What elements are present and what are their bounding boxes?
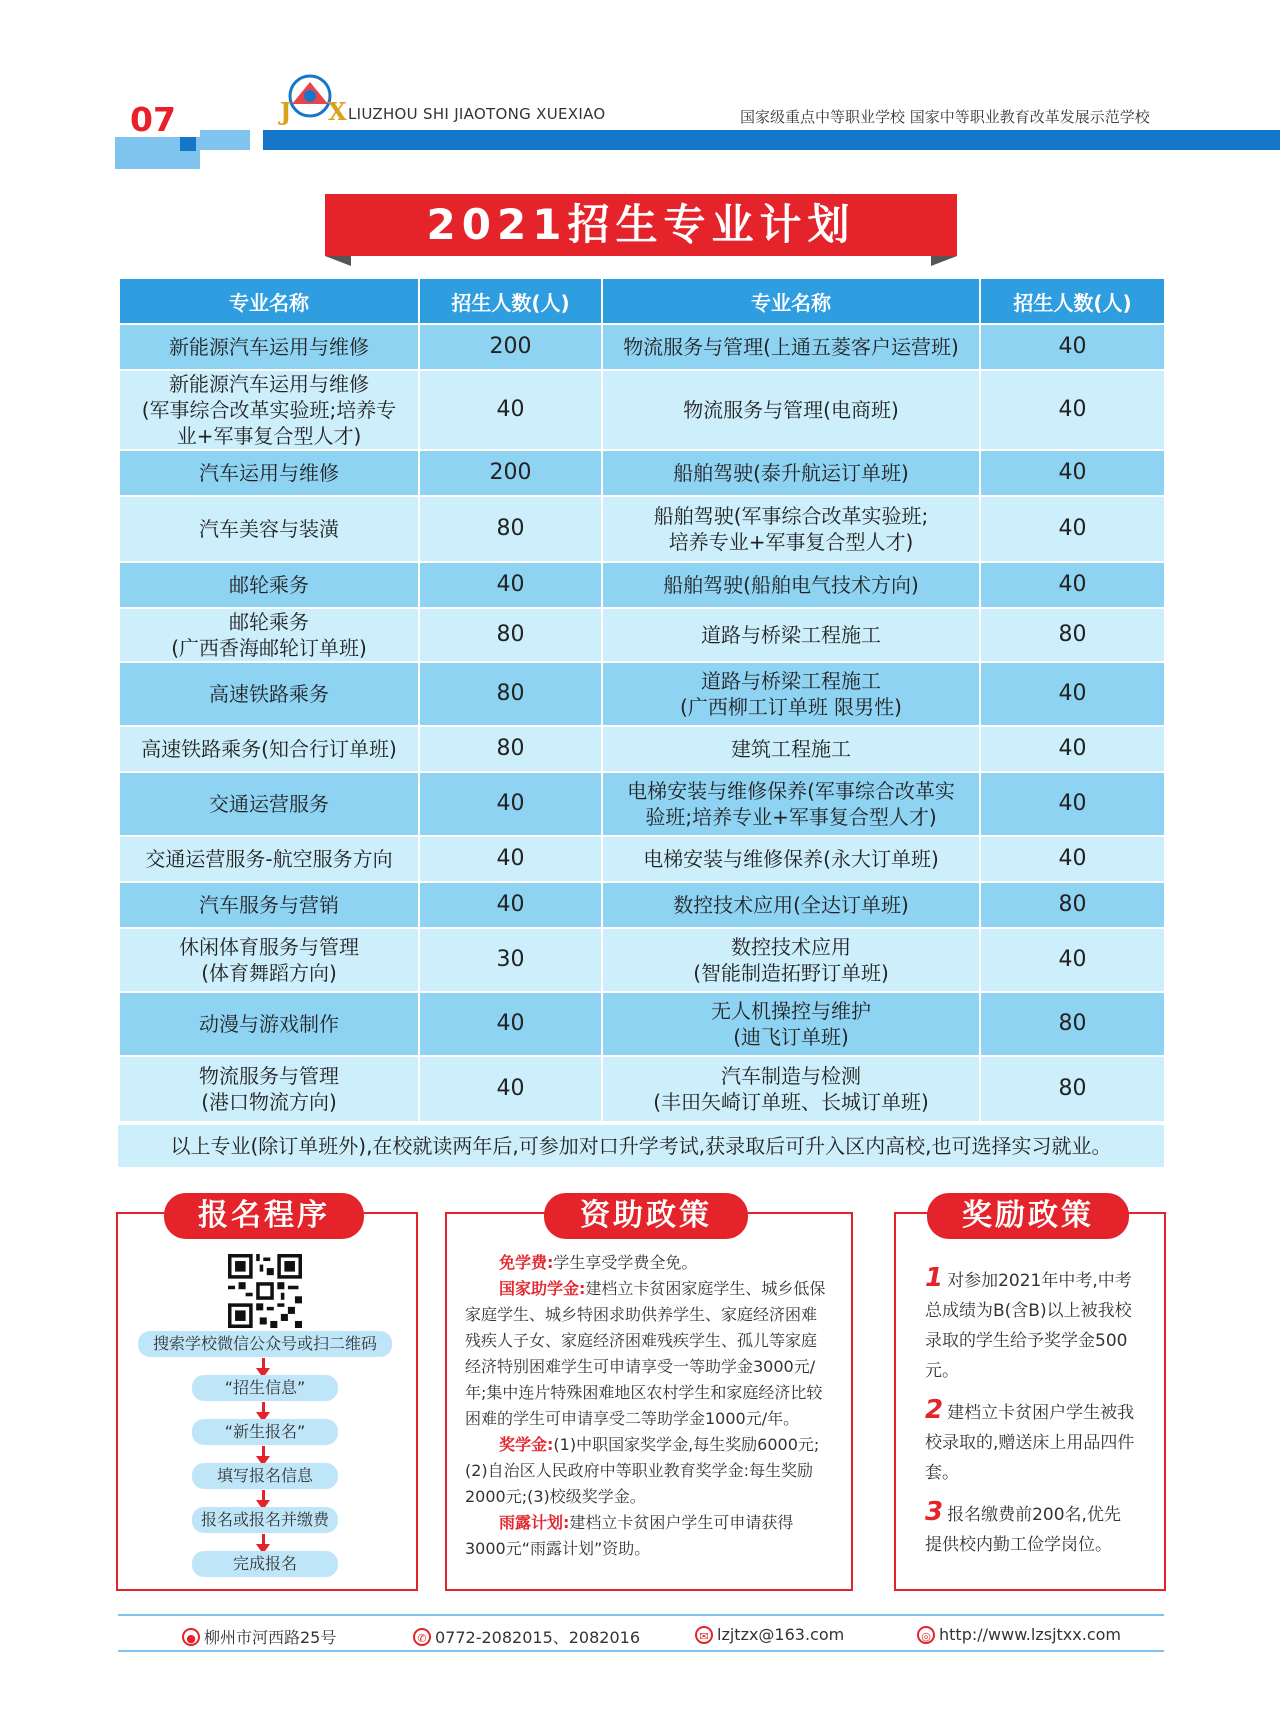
table-row — [119, 1056, 1165, 1122]
major-name-cell: 汽车美容与装潢 — [119, 496, 419, 562]
title-ribbon-fold — [325, 256, 351, 266]
reward-item — [925, 1497, 1135, 1560]
aid-item-key: 奖学金: — [499, 1435, 554, 1454]
major-name-cell: 物流服务与管理(上通五菱客户运营班) — [602, 324, 980, 370]
enroll-count-cell: 200 — [419, 450, 602, 496]
financial-aid-title: 资助政策 — [544, 1193, 748, 1239]
major-name-cell: 道路与桥梁工程施工 (广西柳工订单班 限男性) — [602, 662, 980, 726]
table-note: 以上专业(除订单班外),在校就读两年后,可参加对口升学考试,获录取后可升入区内高校,也可选择实习就业。 — [118, 1125, 1164, 1167]
reward-item — [925, 1263, 1135, 1386]
reward-item-text: 报名缴费前200名,优先提供校内勤工俭学岗位。 — [925, 1505, 1121, 1555]
table-row — [119, 562, 1165, 608]
svg-text:J: J — [280, 97, 292, 126]
enroll-count-cell: 40 — [419, 772, 602, 836]
major-name-cell: 汽车运用与维修 — [119, 450, 419, 496]
enroll-step-6: 完成报名 — [192, 1551, 338, 1577]
location-pin-icon: ● — [182, 1628, 200, 1646]
enroll-procedure-title: 报名程序 — [164, 1193, 364, 1239]
major-name-cell: 物流服务与管理(电商班) — [602, 370, 980, 450]
enroll-count-cell: 40 — [419, 370, 602, 450]
major-name-cell: 船舶驾驶(军事综合改革实验班; 培养专业+军事复合型人才) — [602, 496, 980, 562]
major-name-cell: 建筑工程施工 — [602, 726, 980, 772]
aid-item-text: 建档立卡贫困户学生可申请获得3000元“雨露计划”资助。 — [465, 1513, 794, 1558]
enroll-step-2: “招生信息” — [192, 1375, 338, 1401]
address-text: 柳州市河西路25号 — [204, 1628, 337, 1647]
major-name-cell: 船舶驾驶(泰升航运订单班) — [602, 450, 980, 496]
header-slogan: 国家级重点中等职业学校 国家中等职业教育改革发展示范学校 — [740, 108, 1150, 126]
phone-icon: ✆ — [413, 1628, 431, 1646]
header-accent-bar — [200, 130, 250, 150]
enroll-count-cell: 40 — [419, 992, 602, 1056]
table-row — [119, 836, 1165, 882]
enroll-count-cell: 40 — [980, 726, 1165, 772]
qr-code-icon[interactable] — [228, 1254, 302, 1328]
major-name-cell: 物流服务与管理 (港口物流方向) — [119, 1056, 419, 1122]
major-name-cell: 船舶驾驶(船舶电气技术方向) — [602, 562, 980, 608]
aid-item-key: 雨露计划: — [499, 1513, 570, 1532]
enroll-count-cell: 40 — [980, 450, 1165, 496]
aid-item — [465, 1276, 831, 1432]
enroll-count-cell: 80 — [419, 496, 602, 562]
school-name-en: LIUZHOU SHI JIAOTONG XUEXIAO — [348, 105, 606, 123]
enroll-count-cell: 40 — [980, 772, 1165, 836]
enroll-count-cell: 40 — [980, 496, 1165, 562]
enroll-count-cell: 30 — [419, 928, 602, 992]
aid-item-key: 免学费: — [499, 1253, 554, 1272]
enroll-step-4: 填写报名信息 — [192, 1463, 338, 1489]
enroll-step-5: 报名或报名并缴费 — [192, 1507, 338, 1533]
phone-text: 0772-2082015、2082016 — [435, 1628, 641, 1647]
aid-item — [465, 1432, 831, 1510]
aid-item — [465, 1510, 831, 1562]
major-name-cell: 邮轮乘务 (广西香海邮轮订单班) — [119, 608, 419, 662]
major-name-cell: 电梯安装与维修保养(永大订单班) — [602, 836, 980, 882]
major-name-cell: 道路与桥梁工程施工 — [602, 608, 980, 662]
aid-item-text: 建档立卡贫困家庭学生、城乡低保家庭学生、城乡特困求助供养学生、家庭经济困难残疾人子女、家庭经济困难残疾学生、孤儿等家庭经济特别困难学生可申请享受一等助学金3000元/年;集中连片特殊困难地区农村学生和家庭经济比较困难的学生可申请享受二等助学金1000元/年。 — [465, 1279, 826, 1428]
email-icon: ✉ — [695, 1626, 713, 1644]
major-name-cell: 动漫与游戏制作 — [119, 992, 419, 1056]
school-logo — [278, 74, 348, 126]
table-row — [119, 726, 1165, 772]
major-name-cell: 数控技术应用(全达订单班) — [602, 882, 980, 928]
enroll-count-cell: 80 — [419, 662, 602, 726]
header-accent-bar — [180, 137, 196, 151]
table-header-row — [119, 278, 1165, 324]
table-row — [119, 370, 1165, 450]
enrollment-plan-table — [118, 277, 1166, 1123]
table-body — [119, 324, 1165, 1122]
enroll-count-cell: 40 — [980, 662, 1165, 726]
reward-item-number: 3 — [925, 1497, 944, 1527]
enroll-count-cell: 40 — [980, 928, 1165, 992]
major-name-cell: 新能源汽车运用与维修 — [119, 324, 419, 370]
major-name-cell: 交通运营服务-航空服务方向 — [119, 836, 419, 882]
reward-item-number: 2 — [925, 1395, 944, 1425]
major-name-cell: 数控技术应用 (智能制造拓野订单班) — [602, 928, 980, 992]
email-text[interactable]: lzjtzx@163.com — [717, 1625, 845, 1644]
major-name-cell: 交通运营服务 — [119, 772, 419, 836]
aid-item — [465, 1250, 831, 1276]
enroll-count-cell: 200 — [419, 324, 602, 370]
table-row — [119, 608, 1165, 662]
footer-website[interactable] — [917, 1625, 1121, 1644]
major-name-cell: 高速铁路乘务(知合行订单班) — [119, 726, 419, 772]
table-row — [119, 772, 1165, 836]
major-name-cell: 电梯安装与维修保养(军事综合改革实 验班;培养专业+军事复合型人才) — [602, 772, 980, 836]
header-major-name: 专业名称 — [119, 278, 419, 324]
website-text[interactable]: http://www.lzsjtxx.com — [939, 1625, 1121, 1644]
enroll-count-cell: 80 — [419, 726, 602, 772]
enroll-count-cell: 40 — [980, 836, 1165, 882]
reward-policy-title: 奖励政策 — [927, 1193, 1129, 1239]
footer-divider — [118, 1614, 1164, 1616]
major-name-cell: 汽车制造与检测 (丰田矢崎订单班、长城订单班) — [602, 1056, 980, 1122]
major-name-cell: 休闲体育服务与管理 (体育舞蹈方向) — [119, 928, 419, 992]
major-name-cell: 邮轮乘务 — [119, 562, 419, 608]
reward-item-text: 对参加2021年中考,中考总成绩为B(含B)以上被我校录取的学生给予奖学金500元。 — [925, 1271, 1132, 1381]
enroll-count-cell: 80 — [980, 608, 1165, 662]
enroll-count-cell: 80 — [980, 1056, 1165, 1122]
reward-item-number: 1 — [925, 1263, 944, 1293]
enroll-count-cell: 40 — [419, 1056, 602, 1122]
enroll-step-1: 搜索学校微信公众号或扫二维码 — [138, 1331, 392, 1357]
footer-phone — [413, 1625, 640, 1648]
aid-item-text: (1)中职国家奖学金,每生奖励6000元;(2)自治区人民政府中等职业教育奖学金:每生奖励2000元;(3)校级奖学金。 — [465, 1435, 820, 1506]
financial-aid-text — [465, 1250, 831, 1562]
aid-item-text: 学生享受学费全免。 — [553, 1253, 698, 1272]
enroll-count-cell: 40 — [980, 324, 1165, 370]
enroll-count-cell: 80 — [980, 992, 1165, 1056]
footer-divider — [118, 1650, 1164, 1652]
table-row — [119, 496, 1165, 562]
svg-text:X: X — [328, 97, 347, 126]
table-row — [119, 450, 1165, 496]
enroll-count-cell: 40 — [419, 836, 602, 882]
enroll-count-cell: 40 — [980, 562, 1165, 608]
footer-email[interactable] — [695, 1625, 844, 1644]
table-row — [119, 324, 1165, 370]
table-row — [119, 882, 1165, 928]
major-name-cell: 无人机操控与维护 (迪飞订单班) — [602, 992, 980, 1056]
header-major-name: 专业名称 — [602, 278, 980, 324]
page-number: 07 — [130, 100, 176, 139]
table-row — [119, 928, 1165, 992]
aid-item-key: 国家助学金: — [499, 1279, 586, 1298]
major-name-cell: 汽车服务与营销 — [119, 882, 419, 928]
table-row — [119, 992, 1165, 1056]
reward-item — [925, 1395, 1135, 1488]
header-enroll-count: 招生人数(人) — [419, 278, 602, 324]
enroll-count-cell: 40 — [419, 882, 602, 928]
globe-icon: ◎ — [917, 1626, 935, 1644]
header-bar — [263, 130, 1280, 150]
header-enroll-count: 招生人数(人) — [980, 278, 1165, 324]
page-title: 2021招生专业计划 — [426, 200, 856, 249]
enroll-count-cell: 80 — [980, 882, 1165, 928]
table-row — [119, 662, 1165, 726]
enroll-step-3: “新生报名” — [192, 1419, 338, 1445]
title-ribbon-fold — [931, 256, 957, 266]
reward-item-text: 建档立卡贫困户学生被我校录取的,赠送床上用品四件套。 — [925, 1403, 1135, 1483]
major-name-cell: 新能源汽车运用与维修 (军事综合改革实验班;培养专 业+军事复合型人才) — [119, 370, 419, 450]
major-name-cell: 高速铁路乘务 — [119, 662, 419, 726]
enroll-count-cell: 40 — [980, 370, 1165, 450]
enroll-count-cell: 80 — [419, 608, 602, 662]
footer-address — [182, 1625, 336, 1648]
enroll-count-cell: 40 — [419, 562, 602, 608]
